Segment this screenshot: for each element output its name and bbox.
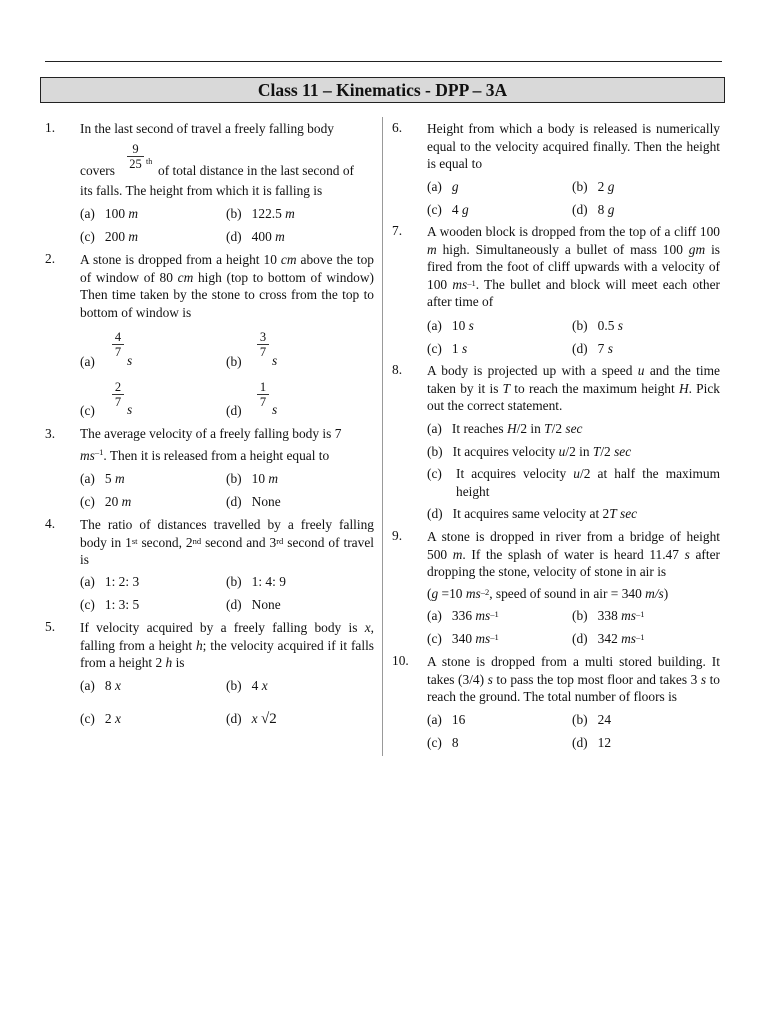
option-c[interactable] [80, 402, 95, 419]
fraction: 4 7 [112, 330, 124, 359]
option-value: 100 [104, 206, 126, 221]
unit: m [128, 206, 139, 221]
given-note: (g =10 $ms^{-2}$, speed of sound in air = 340 m/s) [427, 586, 669, 601]
question-number: 4. [45, 516, 56, 531]
option-b[interactable]: (b) 2 g [572, 179, 615, 194]
option-b[interactable]: (b) 1: 4: 9 [226, 574, 286, 589]
option-value: 122.5 [251, 206, 282, 221]
unit: m [128, 229, 139, 244]
sqrt-two: √2 [260, 711, 277, 727]
option-d[interactable]: (d) It acquires same velocity at 2T sec [427, 506, 638, 521]
option-a[interactable] [80, 205, 138, 222]
option-a[interactable]: (a) g [427, 179, 459, 194]
option-c[interactable]: (c) 8 [427, 735, 459, 750]
option-d[interactable]: (d) None [226, 597, 281, 612]
option-a[interactable]: (a) 16 [427, 712, 466, 727]
fraction: 3 7 [257, 330, 269, 359]
fraction: 1 7 [257, 380, 269, 409]
question-text: A stone is dropped from a multi stored building. It takes (3/4) s to pass the top most floor and takes 3 s to reach the ground. The total number of floors is [427, 654, 720, 704]
question-number: 7. [392, 223, 403, 238]
option-a[interactable] [80, 353, 95, 370]
question-number: 9. [392, 528, 403, 543]
option-value: 200 [104, 229, 126, 244]
question-text: The average velocity of a freely falling body is 7 [80, 426, 342, 441]
question-number: 1. [45, 120, 56, 135]
fraction-denominator: 25 [129, 157, 142, 171]
question-text: Height from which a body is released is numerically equal to the velocity acquired finally. Then the height is equal to [427, 121, 720, 171]
unit: s [272, 353, 278, 368]
fraction [127, 142, 144, 171]
question-number: 2. [45, 251, 56, 266]
option-b[interactable]: (b) It acquires velocity u/2 in T/2 sec [427, 444, 632, 459]
option-b[interactable] [226, 353, 242, 370]
option-c[interactable]: (c) 4 g [427, 202, 469, 217]
fraction: 2 7 [112, 380, 124, 409]
question-number: 5. [45, 619, 56, 634]
option-label: (d) [226, 403, 242, 418]
option-b[interactable]: (b) 10 m [226, 471, 279, 486]
option-a[interactable]: (a) 336 $ms^{-1}$ [427, 608, 499, 623]
unit: m [285, 206, 295, 221]
question-text: A stone is dropped in river from a bridge of height 500 m. If the splash of water is heard 11.47 s after dropping the stone, velocity of stone in air is [427, 529, 721, 579]
question-text: A body is projected up with a speed u and the time taken by it is T to reach the maximum height H. Pick out the correct statement. [427, 363, 720, 413]
question-text: A stone is dropped from a height 10 cm above the top of window of 80 cm high (top to bottom of window) Then time taken by the stone to cross from the top to bottom of window is [80, 252, 374, 320]
option-d[interactable]: (d) 342 $ms^{-1}$ [572, 631, 645, 646]
option-c[interactable]: (c) 1: 3: 5 [80, 597, 140, 612]
option-d[interactable]: (d) None [226, 494, 281, 509]
option-d[interactable] [226, 402, 242, 419]
option-a[interactable]: (a) 10 s [427, 318, 474, 333]
option-a[interactable]: (a) 8 x [80, 678, 121, 693]
option-c[interactable] [80, 228, 138, 245]
page-title: Class 11 – Kinematics - DPP – 3A [40, 77, 725, 103]
question-number: 3. [45, 426, 56, 441]
question-text: In the last second of travel a freely falling body [80, 121, 334, 136]
option-b[interactable]: (b) 0.5 s [572, 318, 623, 333]
option-d[interactable] [226, 228, 285, 245]
option-label: (c) [80, 403, 95, 418]
option-label: (d) [226, 229, 242, 244]
option-d[interactable]: (d) 8 g [572, 202, 615, 217]
option-label: (b) [226, 354, 242, 369]
question-text: covers [80, 163, 115, 178]
top-rule [45, 61, 722, 62]
unit: s [127, 353, 133, 368]
question-text: If velocity acquired by a freely falling body is x, falling from a height h; the velocity acquired if it falls from a height 2 h is [80, 620, 374, 670]
option-a[interactable]: (a) 1: 2: 3 [80, 574, 140, 589]
option-b[interactable]: (b) 338 $ms^{-1}$ [572, 608, 645, 623]
option-c-label[interactable]: (c) [427, 466, 442, 481]
superscript: th [146, 157, 153, 166]
option-c[interactable]: (c) 2 x [80, 711, 121, 726]
option-d[interactable]: (d) 12 [572, 735, 612, 750]
unit: s [127, 402, 133, 417]
column-divider [382, 117, 383, 756]
option-b[interactable]: (b) 24 [572, 712, 612, 727]
option-label: (b) [226, 206, 242, 221]
option-label: (a) [80, 354, 95, 369]
option-label: (a) [80, 206, 95, 221]
question-text: $ms^{-1}$. Then it is released from a height equal to [80, 447, 330, 463]
question-text: The ratio of distances travelled by a freely falling body in 1st second, 2nd second and 3rd second of travel is [80, 517, 374, 567]
option-c[interactable]: It acquires velocity u/2 at half the maximum height [456, 466, 721, 499]
unit: m [275, 229, 285, 244]
option-d[interactable]: (d) x √2 [226, 711, 277, 727]
question-text: of total distance in the last second of [158, 163, 354, 178]
option-a[interactable]: (a) It reaches H/2 in T/2 sec [427, 421, 583, 436]
question-text: its falls. The height from which it is falling is [80, 183, 323, 198]
fraction-numerator: 9 [132, 142, 139, 156]
option-c[interactable]: (c) 20 m [80, 494, 132, 509]
option-label: (c) [80, 229, 95, 244]
option-b[interactable] [226, 205, 295, 222]
option-value: 400 [251, 229, 272, 244]
option-d[interactable]: (d) 7 s [572, 341, 613, 356]
question-number: 10. [392, 653, 409, 668]
unit: s [272, 402, 278, 417]
question-text: A wooden block is dropped from the top of a cliff 100 m high. Simultaneously a bullet of mass 100 gm is fired from the foot of cliff upwards with a velocity of 100 $ms^{-1}$. The bullet and block will meet each other after time of [427, 224, 721, 309]
option-b[interactable]: (b) 4 x [226, 678, 268, 693]
question-number: 8. [392, 362, 403, 377]
option-a[interactable]: (a) 5 m [80, 471, 125, 486]
option-c[interactable]: (c) 1 s [427, 341, 468, 356]
option-c[interactable]: (c) 340 $ms^{-1}$ [427, 631, 499, 646]
question-number: 6. [392, 120, 403, 135]
